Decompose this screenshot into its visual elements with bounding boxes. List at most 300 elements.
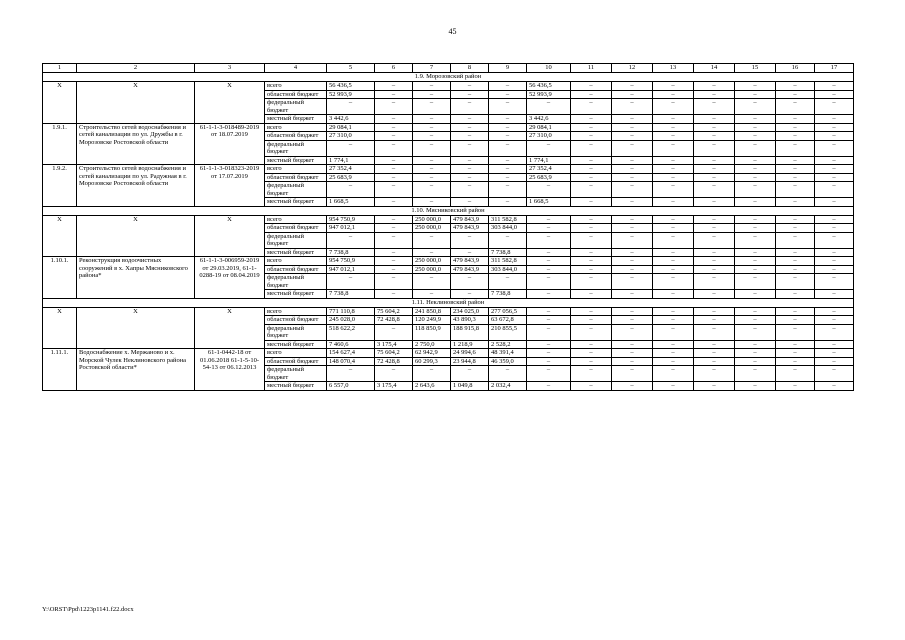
funding-source: местный бюджет — [265, 156, 327, 165]
amount-cell: – — [735, 224, 776, 233]
amount-cell: – — [571, 198, 612, 207]
amount-cell: – — [489, 140, 527, 156]
amount-cell: – — [735, 366, 776, 382]
amount-cell: – — [694, 274, 735, 290]
amount-cell: 210 855,5 — [489, 324, 527, 340]
amount-cell: – — [612, 140, 653, 156]
amount-cell: 2 032,4 — [489, 382, 527, 391]
funding-source: местный бюджет — [265, 340, 327, 349]
amount-cell: – — [776, 340, 815, 349]
amount-cell: 7 460,6 — [327, 340, 375, 349]
amount-cell: 72 428,8 — [375, 316, 413, 325]
amount-cell: – — [375, 140, 413, 156]
column-number: 4 — [265, 64, 327, 73]
amount-cell: – — [489, 198, 527, 207]
amount-cell: – — [451, 274, 489, 290]
amount-cell: – — [653, 290, 694, 299]
amount-cell: – — [653, 165, 694, 174]
amount-cell: – — [815, 224, 854, 233]
amount-cell: – — [571, 257, 612, 266]
amount-cell: 250 000,0 — [413, 257, 451, 266]
amount-cell: – — [735, 99, 776, 115]
item-name: Водоснабжение х. Мержаново и х. Морской Чулек Неклиновского района Ростовской области* — [77, 349, 195, 391]
amount-cell: – — [776, 316, 815, 325]
amount-cell: – — [489, 232, 527, 248]
amount-cell: – — [571, 173, 612, 182]
amount-cell: – — [815, 156, 854, 165]
amount-cell: 1 218,9 — [451, 340, 489, 349]
amount-cell: 311 582,8 — [489, 215, 527, 224]
amount-cell: – — [571, 90, 612, 99]
funding-source: всего — [265, 257, 327, 266]
item-document: Х — [195, 307, 265, 349]
amount-cell: – — [694, 349, 735, 358]
column-number: 10 — [527, 64, 571, 73]
amount-cell: – — [653, 140, 694, 156]
amount-cell: 3 175,4 — [375, 382, 413, 391]
amount-cell: – — [375, 224, 413, 233]
amount-cell: – — [776, 324, 815, 340]
column-number: 2 — [77, 64, 195, 73]
amount-cell: – — [571, 357, 612, 366]
amount-cell: 23 944,8 — [451, 357, 489, 366]
item-number: 1.9.2. — [43, 165, 77, 207]
amount-cell: – — [815, 357, 854, 366]
amount-cell: 1 049,8 — [451, 382, 489, 391]
amount-cell: – — [694, 156, 735, 165]
amount-cell: – — [527, 140, 571, 156]
amount-cell: 75 604,2 — [375, 349, 413, 358]
column-number: 5 — [327, 64, 375, 73]
amount-cell: – — [451, 140, 489, 156]
item-document: 61-1-1-3-018489-2019 от 18.07.2019 — [195, 123, 265, 165]
amount-cell: – — [694, 366, 735, 382]
amount-cell: – — [735, 115, 776, 124]
amount-cell: – — [815, 115, 854, 124]
column-number: 11 — [571, 64, 612, 73]
amount-cell: – — [653, 382, 694, 391]
funding-source: областной бюджет — [265, 316, 327, 325]
amount-cell: – — [735, 82, 776, 91]
amount-cell: – — [735, 140, 776, 156]
amount-cell: – — [653, 232, 694, 248]
amount-cell: – — [527, 349, 571, 358]
amount-cell: – — [571, 265, 612, 274]
amount-cell: – — [451, 182, 489, 198]
item-number: 1.11.1. — [43, 349, 77, 391]
amount-cell: – — [571, 382, 612, 391]
amount-cell: – — [375, 173, 413, 182]
item-name: Строительство сетей водоснабжения и сетей канализации по ул. Дружбы в г. Морозовске Ростовской области — [77, 123, 195, 165]
amount-cell: – — [451, 198, 489, 207]
amount-cell: 148 070,4 — [327, 357, 375, 366]
table-row — [43, 82, 854, 91]
amount-cell: – — [612, 248, 653, 257]
amount-cell: 2 643,6 — [413, 382, 451, 391]
amount-cell: 118 850,9 — [413, 324, 451, 340]
amount-cell: – — [612, 324, 653, 340]
amount-cell: – — [653, 173, 694, 182]
amount-cell: – — [815, 307, 854, 316]
amount-cell: – — [735, 324, 776, 340]
funding-source: федеральный бюджет — [265, 366, 327, 382]
item-document: 61-1-1-3-006959-2019 от 29.03.2019, 61-1-0288-19 от 08.04.2019 — [195, 257, 265, 299]
amount-cell: – — [375, 232, 413, 248]
item-document: 61-1-0442-18 от 01.06.2018 61-1-5-10-54-13 от 06.12.2013 — [195, 349, 265, 391]
amount-cell: – — [653, 357, 694, 366]
amount-cell: – — [489, 123, 527, 132]
amount-cell: – — [413, 165, 451, 174]
amount-cell: – — [694, 90, 735, 99]
amount-cell: – — [375, 99, 413, 115]
amount-cell: – — [375, 257, 413, 266]
amount-cell: – — [571, 115, 612, 124]
amount-cell: – — [375, 215, 413, 224]
amount-cell: – — [571, 274, 612, 290]
funding-source: местный бюджет — [265, 382, 327, 391]
amount-cell: 120 249,9 — [413, 316, 451, 325]
funding-source: федеральный бюджет — [265, 324, 327, 340]
amount-cell: – — [735, 316, 776, 325]
amount-cell: – — [776, 307, 815, 316]
amount-cell: – — [527, 215, 571, 224]
amount-cell: – — [612, 274, 653, 290]
amount-cell: – — [815, 182, 854, 198]
amount-cell: – — [694, 115, 735, 124]
funding-source: всего — [265, 307, 327, 316]
amount-cell: – — [653, 324, 694, 340]
column-number: 15 — [735, 64, 776, 73]
amount-cell: – — [776, 198, 815, 207]
amount-cell: 771 110,8 — [327, 307, 375, 316]
amount-cell: – — [327, 274, 375, 290]
amount-cell: – — [451, 132, 489, 141]
amount-cell: – — [612, 316, 653, 325]
amount-cell: – — [694, 248, 735, 257]
amount-cell: – — [735, 173, 776, 182]
amount-cell: – — [694, 82, 735, 91]
amount-cell: – — [375, 90, 413, 99]
amount-cell: – — [776, 274, 815, 290]
funding-source: областной бюджет — [265, 90, 327, 99]
amount-cell: – — [612, 90, 653, 99]
amount-cell: – — [527, 265, 571, 274]
amount-cell: – — [815, 132, 854, 141]
amount-cell: – — [375, 198, 413, 207]
amount-cell: – — [776, 215, 815, 224]
amount-cell: – — [653, 123, 694, 132]
amount-cell: – — [776, 232, 815, 248]
amount-cell: – — [653, 156, 694, 165]
amount-cell: 250 000,0 — [413, 215, 451, 224]
amount-cell: 479 843,9 — [451, 224, 489, 233]
amount-cell: – — [735, 265, 776, 274]
amount-cell: – — [571, 248, 612, 257]
column-number: 12 — [612, 64, 653, 73]
amount-cell: – — [776, 173, 815, 182]
column-number: 3 — [195, 64, 265, 73]
amount-cell: – — [735, 248, 776, 257]
amount-cell: 277 056,5 — [489, 307, 527, 316]
amount-cell: – — [527, 257, 571, 266]
amount-cell: – — [489, 90, 527, 99]
amount-cell: 24 994,6 — [451, 349, 489, 358]
amount-cell: – — [451, 82, 489, 91]
column-number: 8 — [451, 64, 489, 73]
funding-source: местный бюджет — [265, 115, 327, 124]
column-number: 6 — [375, 64, 413, 73]
amount-cell: – — [571, 99, 612, 115]
amount-cell: – — [776, 224, 815, 233]
amount-cell: – — [694, 224, 735, 233]
amount-cell: – — [735, 90, 776, 99]
amount-cell: – — [527, 182, 571, 198]
amount-cell: – — [776, 115, 815, 124]
funding-source: местный бюджет — [265, 248, 327, 257]
amount-cell: 63 672,8 — [489, 316, 527, 325]
amount-cell: – — [413, 99, 451, 115]
amount-cell: – — [571, 316, 612, 325]
amount-cell: – — [527, 316, 571, 325]
amount-cell: 43 890,3 — [451, 316, 489, 325]
amount-cell: – — [375, 115, 413, 124]
amount-cell: – — [653, 349, 694, 358]
amount-cell: – — [413, 132, 451, 141]
amount-cell: – — [413, 156, 451, 165]
amount-cell: – — [815, 99, 854, 115]
amount-cell: – — [776, 165, 815, 174]
column-number: 7 — [413, 64, 451, 73]
amount-cell: – — [653, 316, 694, 325]
amount-cell: – — [653, 274, 694, 290]
column-number-row — [43, 64, 854, 73]
amount-cell: – — [375, 290, 413, 299]
amount-cell: – — [571, 340, 612, 349]
amount-cell: – — [653, 215, 694, 224]
amount-cell: – — [735, 382, 776, 391]
amount-cell: 56 436,5 — [327, 82, 375, 91]
amount-cell: – — [451, 123, 489, 132]
amount-cell: 479 843,9 — [451, 265, 489, 274]
amount-cell: 62 942,9 — [413, 349, 451, 358]
amount-cell: 947 012,1 — [327, 265, 375, 274]
amount-cell: – — [653, 198, 694, 207]
amount-cell: – — [612, 215, 653, 224]
amount-cell: – — [776, 99, 815, 115]
amount-cell: – — [527, 99, 571, 115]
amount-cell: – — [413, 248, 451, 257]
funding-source: областной бюджет — [265, 173, 327, 182]
page-number: 45 — [448, 27, 457, 36]
amount-cell: – — [776, 82, 815, 91]
amount-cell: 954 750,9 — [327, 257, 375, 266]
amount-cell: – — [612, 357, 653, 366]
amount-cell: – — [413, 82, 451, 91]
amount-cell: – — [776, 140, 815, 156]
amount-cell: – — [527, 357, 571, 366]
amount-cell: – — [815, 349, 854, 358]
amount-cell: – — [776, 265, 815, 274]
amount-cell: – — [375, 182, 413, 198]
amount-cell: – — [375, 156, 413, 165]
amount-cell: – — [451, 115, 489, 124]
amount-cell: 27 310,0 — [527, 132, 571, 141]
amount-cell: – — [653, 132, 694, 141]
funding-source: местный бюджет — [265, 290, 327, 299]
amount-cell: – — [735, 274, 776, 290]
amount-cell: 303 844,0 — [489, 224, 527, 233]
section-title: 1.9. Морозовский район — [43, 73, 854, 82]
amount-cell: – — [451, 90, 489, 99]
amount-cell: – — [735, 349, 776, 358]
item-number: Х — [43, 82, 77, 124]
amount-cell: – — [653, 307, 694, 316]
amount-cell: – — [815, 340, 854, 349]
amount-cell: – — [489, 182, 527, 198]
amount-cell: – — [612, 366, 653, 382]
amount-cell: – — [735, 215, 776, 224]
amount-cell: – — [413, 274, 451, 290]
amount-cell: – — [694, 132, 735, 141]
item-number: 1.9.1. — [43, 123, 77, 165]
amount-cell: – — [815, 165, 854, 174]
amount-cell: – — [735, 165, 776, 174]
amount-cell: – — [776, 123, 815, 132]
amount-cell: 954 750,9 — [327, 215, 375, 224]
amount-cell: – — [815, 123, 854, 132]
amount-cell: – — [776, 182, 815, 198]
item-name: Х — [77, 215, 195, 257]
amount-cell: – — [527, 324, 571, 340]
column-number: 9 — [489, 64, 527, 73]
amount-cell: 29 084,1 — [327, 123, 375, 132]
amount-cell: – — [612, 156, 653, 165]
amount-cell: 2 528,2 — [489, 340, 527, 349]
amount-cell: 947 012,1 — [327, 224, 375, 233]
amount-cell: – — [776, 382, 815, 391]
amount-cell: – — [694, 232, 735, 248]
section-title-row — [43, 206, 854, 215]
amount-cell: – — [815, 316, 854, 325]
amount-cell: – — [653, 99, 694, 115]
amount-cell: – — [327, 182, 375, 198]
amount-cell: – — [653, 366, 694, 382]
amount-cell: – — [776, 132, 815, 141]
amount-cell: – — [527, 232, 571, 248]
column-number: 1 — [43, 64, 77, 73]
amount-cell: – — [612, 307, 653, 316]
amount-cell: – — [413, 182, 451, 198]
amount-cell: – — [815, 173, 854, 182]
amount-cell: – — [489, 132, 527, 141]
amount-cell: – — [694, 265, 735, 274]
funding-source: федеральный бюджет — [265, 274, 327, 290]
amount-cell: – — [653, 182, 694, 198]
section-title: 1.10. Мясниковский район — [43, 206, 854, 215]
amount-cell: – — [571, 224, 612, 233]
amount-cell: – — [571, 349, 612, 358]
amount-cell: – — [694, 257, 735, 266]
section-title-row — [43, 73, 854, 82]
amount-cell: – — [612, 349, 653, 358]
item-name: Х — [77, 82, 195, 124]
amount-cell: 29 084,1 — [527, 123, 571, 132]
amount-cell: – — [612, 265, 653, 274]
funding-source: федеральный бюджет — [265, 140, 327, 156]
amount-cell: – — [527, 290, 571, 299]
amount-cell: 27 310,0 — [327, 132, 375, 141]
amount-cell: – — [653, 265, 694, 274]
amount-cell: – — [653, 340, 694, 349]
funding-source: областной бюджет — [265, 357, 327, 366]
amount-cell: – — [815, 90, 854, 99]
budget-table — [42, 63, 854, 391]
amount-cell: – — [327, 99, 375, 115]
amount-cell: – — [694, 198, 735, 207]
amount-cell: 2 750,0 — [413, 340, 451, 349]
amount-cell: – — [571, 123, 612, 132]
amount-cell: 245 028,0 — [327, 316, 375, 325]
amount-cell: – — [571, 156, 612, 165]
amount-cell: – — [413, 123, 451, 132]
amount-cell: – — [735, 340, 776, 349]
item-number: Х — [43, 215, 77, 257]
amount-cell: – — [571, 140, 612, 156]
amount-cell: – — [815, 248, 854, 257]
table-row — [43, 215, 854, 224]
amount-cell: – — [735, 182, 776, 198]
amount-cell: 3 175,4 — [375, 340, 413, 349]
amount-cell: – — [612, 132, 653, 141]
amount-cell: – — [612, 224, 653, 233]
amount-cell: – — [735, 198, 776, 207]
amount-cell: – — [694, 307, 735, 316]
amount-cell: – — [413, 173, 451, 182]
amount-cell: 234 025,0 — [451, 307, 489, 316]
amount-cell: – — [413, 90, 451, 99]
funding-source: местный бюджет — [265, 198, 327, 207]
amount-cell: 250 000,0 — [413, 224, 451, 233]
amount-cell: – — [815, 366, 854, 382]
amount-cell: – — [489, 274, 527, 290]
funding-source: федеральный бюджет — [265, 232, 327, 248]
amount-cell: 52 993,9 — [527, 90, 571, 99]
amount-cell: – — [527, 224, 571, 233]
amount-cell: 1 668,5 — [527, 198, 571, 207]
item-number: Х — [43, 307, 77, 349]
amount-cell: – — [653, 224, 694, 233]
amount-cell: – — [375, 165, 413, 174]
amount-cell: – — [776, 90, 815, 99]
amount-cell: – — [451, 232, 489, 248]
amount-cell: 27 352,4 — [527, 165, 571, 174]
amount-cell: – — [815, 265, 854, 274]
amount-cell: – — [694, 290, 735, 299]
amount-cell: – — [653, 82, 694, 91]
amount-cell: – — [612, 198, 653, 207]
table-row — [43, 257, 854, 266]
amount-cell: 1 774,1 — [327, 156, 375, 165]
amount-cell: – — [694, 182, 735, 198]
amount-cell: – — [776, 357, 815, 366]
amount-cell: – — [375, 82, 413, 91]
amount-cell: – — [815, 82, 854, 91]
amount-cell: – — [735, 232, 776, 248]
amount-cell: – — [413, 232, 451, 248]
amount-cell: – — [375, 366, 413, 382]
section-title: 1.11. Неклиновский район — [43, 298, 854, 307]
amount-cell: – — [653, 248, 694, 257]
